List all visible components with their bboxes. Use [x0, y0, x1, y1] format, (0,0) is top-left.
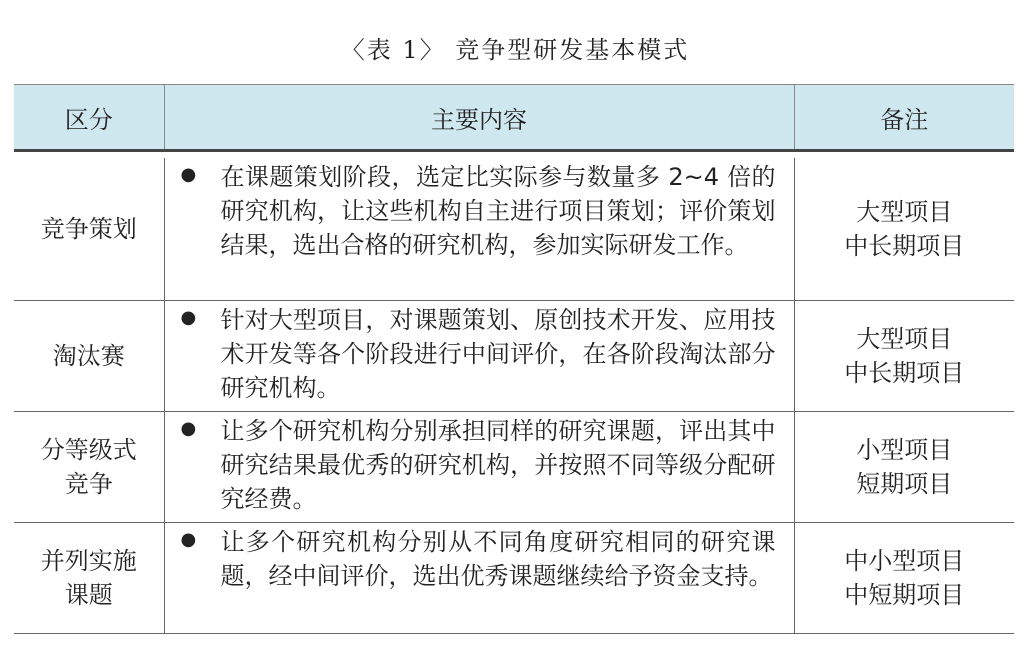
note-line: 中短期项目 [844, 581, 965, 609]
bullet-icon: ● [180, 418, 197, 439]
note-line: 中小型项目 [844, 547, 965, 575]
header-note: 备注 [794, 85, 1014, 151]
row-content [164, 412, 794, 523]
table-row [14, 158, 1014, 301]
table-row [14, 301, 1014, 412]
research-model-table [14, 84, 1014, 634]
row-note [794, 158, 1014, 301]
header-content: 主要内容 [164, 85, 794, 151]
category-line: 分等级式 [40, 436, 137, 464]
row-note [794, 412, 1014, 523]
category-line: 并列实施 [40, 547, 137, 575]
content-text: 针对大型项目，对课题策划、原创技术开发、应用技术开发等各个阶段进行中间评价，在各阶段淘汰部分研究机构。 [220, 306, 776, 402]
row-category [14, 301, 164, 412]
row-category [14, 412, 164, 523]
note-line: 中长期项目 [844, 359, 965, 387]
note-line: 小型项目 [856, 436, 953, 464]
content-text: 在课题策划阶段，选定比实际参与数量多 2~4 倍的研究机构，让这些机构自主进行项目策划；评价策划结果，选出合格的研究机构，参加实际研发工作。 [220, 163, 776, 259]
note-line: 中长期项目 [844, 232, 965, 260]
row-category [14, 158, 164, 301]
row-content [164, 301, 794, 412]
bullet-icon: ● [180, 307, 197, 328]
row-content [164, 523, 794, 634]
bullet-icon: ● [180, 164, 197, 185]
row-content [164, 158, 794, 301]
header-category: 区分 [14, 85, 164, 151]
category-line: 竞争策划 [40, 215, 137, 243]
bullet-icon: ● [180, 529, 197, 550]
row-note [794, 301, 1014, 412]
row-category [14, 523, 164, 634]
table-row [14, 412, 1014, 523]
note-line: 短期项目 [856, 470, 953, 498]
note-line: 大型项目 [856, 325, 953, 353]
table-row [14, 523, 1014, 634]
header-divider [14, 151, 1014, 159]
content-text: 让多个研究机构分别承担同样的研究课题，评出其中研究结果最优秀的研究机构，并按照不同等级分配研究经费。 [220, 417, 776, 513]
category-line: 竞争 [64, 470, 113, 498]
note-line: 大型项目 [856, 198, 953, 226]
content-text: 让多个研究机构分别从不同角度研究相同的研究课题，经中间评价，选出优秀课题继续给予资金支持。 [220, 528, 776, 590]
table-header [14, 85, 1014, 151]
category-line: 课题 [64, 581, 113, 609]
category-line: 淘汰赛 [52, 342, 125, 370]
row-note [794, 523, 1014, 634]
table-caption: 〈表 1〉 竞争型研发基本模式 [340, 36, 690, 64]
